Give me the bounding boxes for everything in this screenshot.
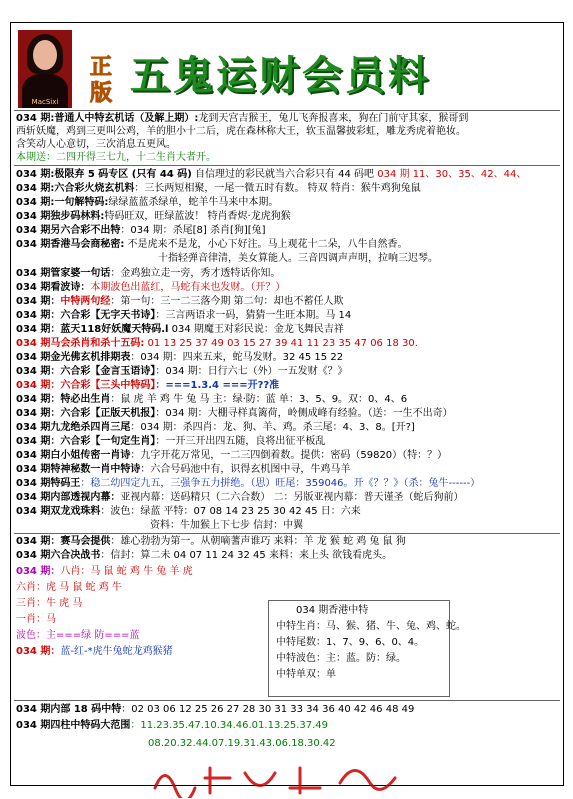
row-16: 034 期：蓝天118好妖魔天特码.l 034 期魔王对彩民说：金龙飞舞民吉祥 xyxy=(16,324,344,335)
divider xyxy=(14,110,560,111)
row-27: 034 期特码王：稳二幼四定九五，三强争五力拼绝。（思）旺尾：359046。开《？？》（杀：兔牛------） xyxy=(16,478,481,489)
page-title: 五鬼运财会员料 xyxy=(130,53,431,99)
signature-graphic xyxy=(150,758,410,798)
row-22: 034 期：六合彩【正版天机报】：034 期：大棚寻样真篱荷，岭侧成峰有经验。（送：一生不出奇） xyxy=(16,408,453,419)
row-1: 034 期:普通人中特玄机话（及解上期）:龙到天宫吉猴王，兔儿飞奔报喜来，狗在门前守其家，猴哥到 xyxy=(16,113,469,124)
row-29: 034 期双龙戏珠料：波色：绿蓝 平特：07 08 14 23 25 30 42 45 日：六来 xyxy=(16,506,361,517)
row-18: 034 期金光佛玄机排期表：034 期：四来五来，蛇马发财。32 45 15 22 xyxy=(16,352,344,363)
row-6: 034 期:六合彩火烧玄机料：三长两短相聚，一尾一微五时有数。 特双 特肖：猴牛鸡狗兔鼠 xyxy=(16,183,421,194)
divider xyxy=(14,165,560,166)
divider xyxy=(14,533,560,534)
row-37: 波色：主===绿 防===蓝 xyxy=(16,630,140,641)
row-17: 034 期马会杀肖和杀十五码: 01 13 25 37 49 03 15 27 39 41 11 23 35 47 06 18 30. xyxy=(16,338,418,349)
side-box-line-1: 中特生肖：马、猴、猪、牛、兔、鸡、蛇。 xyxy=(276,621,466,632)
row-12: 034 期管家婆一句话：金鸡独立走一旁，秀才透特话你知。 xyxy=(16,268,281,279)
row-40: 034 期四柱中特码大范围：11.23.35.47.10.34.46.01.13.25.37.49 xyxy=(16,720,329,731)
row-41: 08.20.32.44.07.19.31.43.06.18.30.42 xyxy=(148,738,336,749)
side-box-title: 034 期香港中特 xyxy=(296,605,369,616)
avatar-photo xyxy=(18,30,72,108)
zheng-label: 正版 xyxy=(90,54,113,106)
row-32: 034 期六合决战书：信封：算二未 04 07 11 24 32 45 来料：来上头 欲钱看虎头。 xyxy=(16,550,393,561)
photo-caption: MacSixi xyxy=(31,98,59,106)
divider xyxy=(14,700,560,701)
row-23: 034 期九龙绝杀四肖三尾：034 期：杀四肖：龙、狗、羊、鸡。杀三尾：4、3、8。[开?] xyxy=(16,422,415,433)
row-11: 十指轻弹音律清，美女算能人。三音四调声声明，拉响三迟琴。 xyxy=(158,253,438,264)
row-13: 034 期看波诗：本期波色出蓝红，马蛇有来也发财。（开？） xyxy=(16,282,286,293)
row-33: 034 期：八肖：马 鼠 蛇 鸡 牛 兔 羊 虎 xyxy=(16,566,193,577)
side-box-line-2: 中特尾数：1、7、9、6、0、4。 xyxy=(276,637,425,648)
row-36: 一肖：马 xyxy=(16,614,56,625)
face-shape xyxy=(33,40,57,70)
row-28: 034 期内部透视内幕：亚视内幕：送码精只（二六合数） 二：另版亚视内幕：普天谨圣（蛇后狗前） xyxy=(16,492,464,503)
row-19: 034 期：六合彩【金言玉语诗】：034 期：日行六七（外）一五发财《？》 xyxy=(16,366,348,377)
row-14: 034 期：中特两句经：第一句：三一二三落今期 第二句：却也不蓄任人欺 xyxy=(16,296,344,307)
row-4: 本期送：二四开得三七九，十二生肖大者开。 xyxy=(16,152,216,163)
row-25: 034 期白小姐传密一肖诗：九字开花万常见，一二三四倒着数。提供：密码（59820）（特：？） xyxy=(16,450,448,461)
row-30: 资料：牛加猴上下七步 信封：中翼 xyxy=(150,520,304,531)
row-3: 含笑动人心意切，三次消息五更风。 xyxy=(16,139,176,150)
row-24: 034 期：六合彩【一句定生肖】：一开三开出四五随，良将出征平板乱 xyxy=(16,436,326,447)
side-box-line-4: 中特单双：单 xyxy=(276,669,336,680)
row-34: 六肖：虎 马 鼠 蛇 鸡 牛 xyxy=(16,582,122,593)
row-38: 034 期：蓝-红-*虎牛兔蛇龙鸡猴猪 xyxy=(16,646,173,657)
row-2: 西斩妖魔，鸡到三更叫公鸡，羊的胆小十二后，虎在森林称大王，软玉温馨披彩虹，雕龙秀虎着艳妆。 xyxy=(16,126,466,137)
row-9: 034 期另六合彩不出特：034 期：杀尾[8] 杀肖[狗][兔] xyxy=(16,225,266,236)
row-35: 三肖：牛 虎 马 xyxy=(16,598,83,609)
row-20: 034 期：六合彩【三头中特码】：===1.3.4 ===开??准 xyxy=(16,380,280,391)
side-box-line-3: 中特波色：主：蓝。防：绿。 xyxy=(276,653,406,664)
row-21: 034 期：特必出生肖：鼠 虎 羊 鸡 牛 兔 马 主：绿·防：蓝 单：3、5、9。双：0、4、6 xyxy=(16,394,408,405)
row-10: 034 期香港马会商秘密: 不是虎来不是龙，小心下好注。马上观花十二朵，八牛自然香。 xyxy=(16,239,408,250)
row-5: 034 期:极限弃 5 码专区 (只有 44 码) 自信理过的彩民就当六合彩只有 44 码吧 034 期 11、30、35、42、44、 xyxy=(16,169,527,180)
row-15: 034 期：六合彩【无字天书诗】：三言两语求一码，猜猜一生旺本期。马 14 xyxy=(16,310,352,321)
row-31: 034 期：赛马会提供：雄心勃勃为第一。从朝嘀蓍声谁巧 来料：羊 龙 猴 蛇 鸡 兔 鼠 狗 xyxy=(16,536,406,547)
row-39: 034 期内部 18 码中特：02 03 06 12 25 26 27 28 30 31 33 34 36 40 42 46 48 49 xyxy=(16,704,415,715)
row-8: 034 期独步码林料:特码旺双，旺绿蓝波！ 特肖香烬·龙虎狗猴 xyxy=(16,211,291,222)
row-7: 034 期:一句解特码:绿绿蓝蓝杀绿单，蛇羊牛马来中本期。 xyxy=(16,197,279,208)
row-26: 034 期特神秘数一肖中特诗：六合号码池中有，识得玄机图中寻，牛鸡马羊 xyxy=(16,464,351,475)
